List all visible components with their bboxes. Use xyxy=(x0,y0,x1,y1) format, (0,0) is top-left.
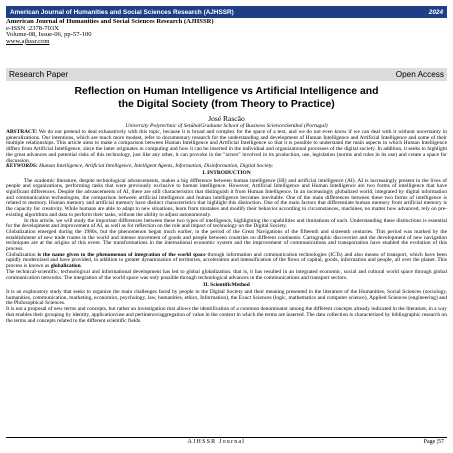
article-body xyxy=(6,130,447,324)
access-type: Open Access xyxy=(395,70,444,79)
journal-website-link[interactable]: www.ajhssr.com xyxy=(6,37,50,45)
emphasis-text: is the name given to the phenomenon of integration of the world space xyxy=(37,251,206,258)
text-run: Globalization xyxy=(6,251,38,258)
paragraph: Globalization emerged during the 1980s, but the phenomenon began much earlier, in the period of the Great Navigations of the fifteenth and sixteenth centuries. This period was marked by the establishment of new trade routes in the world and intense movement of goods and people between countries on different continents. Cartographic discoveries and the development of new navigation techniques are at the origins of this event. The transformations in the international economic system and the improvement of communications and transportation have enabled the evolution of this process. xyxy=(6,228,447,253)
section-heading-introduction: I. INTRODUCTION xyxy=(202,170,251,177)
journal-header-band xyxy=(6,6,447,18)
abstract-label: ABSTRACT: xyxy=(6,129,38,135)
article-type-bar xyxy=(6,68,447,81)
volume-issue: Volume-08, Issue-06, pp-57-100 xyxy=(6,31,92,39)
journal-masthead xyxy=(6,19,447,45)
paragraph: The technical-scientific, technological and informational development has led to global globalization, that is, it has resulted in an integrated economic, social and cultural world space through global communication networks. The integration of the world space was only possible through technological advances in the communications and transport sectors. xyxy=(6,268,447,281)
paragraph: It is an exploratory study that seeks to organize the main challenges faced by people in the Digital Society and their meaning presented in the literature of the Humanities, Social Sciences (sociology, humanities, communication, marketing, economics, psychology, law, humanities, ethics, Information), the Exact Sciences (logic, mathematics and computer science), Applied Sciences (engineering) and the Philosophical Sciences. xyxy=(6,288,447,307)
eissn: e-ISSN :2378-703X xyxy=(6,24,59,32)
keywords-label: KEYWORDS: xyxy=(6,163,38,170)
keywords-text: Human Intelligence, Artificial Intelligence, Intelligent Agents, Information, Disinformation, Digital Society. xyxy=(39,163,274,170)
paragraph: Globalization is the name given to the phenomenon of integration of the world space through information and communication technologies (ICTs) and also means of transport, which have been rapidly modernized and have provided, in addition to greater dynamization of territories, acceleration and intensification of the flows of capital, goods, information and people, all over the planet. This process is known as globalization. xyxy=(6,251,447,270)
paragraph: The academic literature, despite technological advancements, makes a big difference between human intelligence (HI) and artificial intelligence (AI). AI is increasingly present in the lives of people and organizations, performing tasks that were previously exclusive to human intelligence. However, Artificial Intelligence and Human Intelligence are two forms of intelligence that have significant differences. Despite the advancements of AI, there are still characteristics that distinguish it from Human Intelligence. In an increasingly globalized world, integrated by digital information and communication technologies, the comparison between artificial intelligence and human intelligence becomes inevitable. One of the main differences between these two forms of intelligence is related to memory. Human memory and artificial memory have distinct characteristics that highlight this distinction. One of the main factors that differentiate human memory from artificial memory is the capacity for creativity. While humans are able to adapt to new situations, learn from mistakes and modify their behavior according to circumstances, machines, no matter how advanced, rely on pre-existing algorithms and data to perform their tasks, without the ability to adjust autonomously. xyxy=(6,177,447,218)
author-affiliation: University Polytechnic of SetúbalGraduate School of Business SciencesSetúbal (Portugal) xyxy=(125,123,328,129)
journal-title: American Journal of Humanities and Social Sciences Research (AJHSSR) xyxy=(6,18,214,25)
paragraph: It is not a proposal of new terms and concepts, but rather an investigation that allows the identification of a common denominator among the different concepts already indicated in the literature, in a way that enables their grouping by identity, application/use and pertinence/aggregation of value in the context in which the terms are inserted. The data collection is characterized by bibliographic research on the terms and concepts related to the different scientific fields. xyxy=(6,306,447,324)
page-number: Page |57 xyxy=(423,439,444,445)
paragraph: In this article, we will study the important differences between these two types of intelligence, highlighting the capabilities and limitations of each. Understanding these distinctions is essential for the development and improvement of AI, as well as for reflection on the role and impact of technology on the Digital Society. xyxy=(6,217,447,230)
page-footer xyxy=(6,437,447,446)
band-year: 2024 xyxy=(428,8,443,16)
article-title xyxy=(6,86,447,111)
article-type: Research Paper xyxy=(9,70,69,79)
abstract xyxy=(6,130,447,164)
text-run: through information and communication technologies (ICTs) and also means of transport, which have been rapidly modernized and have provided, in addition to greater dynamization of territories, acceleration and intensification of the flows of capital, goods, information and people, all over the planet. This process is known as xyxy=(6,251,447,270)
title-line-1: Reflection on Human Intelligence vs Artificial Intelligence and xyxy=(74,86,379,97)
keywords xyxy=(6,164,447,170)
footer-journal: AJHSSR Journal xyxy=(187,439,246,445)
section-heading-method: II. ScientificMethod xyxy=(203,281,250,288)
abstract-text: We do not pretend to deal exhaustively with this topic, because it is broad and complex for the space of a text, and we do not even know if we can deal with it without uncertainty in generalizations. Our intentions, which are much more modest, refer to documentary research for the understanding and development of Human Intelligence and Artificial Intelligence and some of their multiple relationships. This article aims to make a comparison between Human Intelligence and Artificial Intelligence so that it is possible to understand the main aspects in which Human Intelligence differs from Artificial Intelligence, since the latter originates in computing and how it can be inserted in the individual and organizational processes of the digital society. In addition, it seeks to highlight the great advances and potential risks of this technology, just like any other, it can provoke in the "actors" involved in its production, use, legislation (norms and rules in its use) and create a space for discussion. xyxy=(6,129,448,164)
author-name: José Rascão xyxy=(208,114,245,123)
band-journal-title: American Journal of Humanities and Social Sciences Research (AJHSSR) xyxy=(10,8,234,16)
title-line-2: the Digital Society (from Theory to Practice) xyxy=(118,98,335,110)
emphasis-text: globalization xyxy=(50,263,81,270)
